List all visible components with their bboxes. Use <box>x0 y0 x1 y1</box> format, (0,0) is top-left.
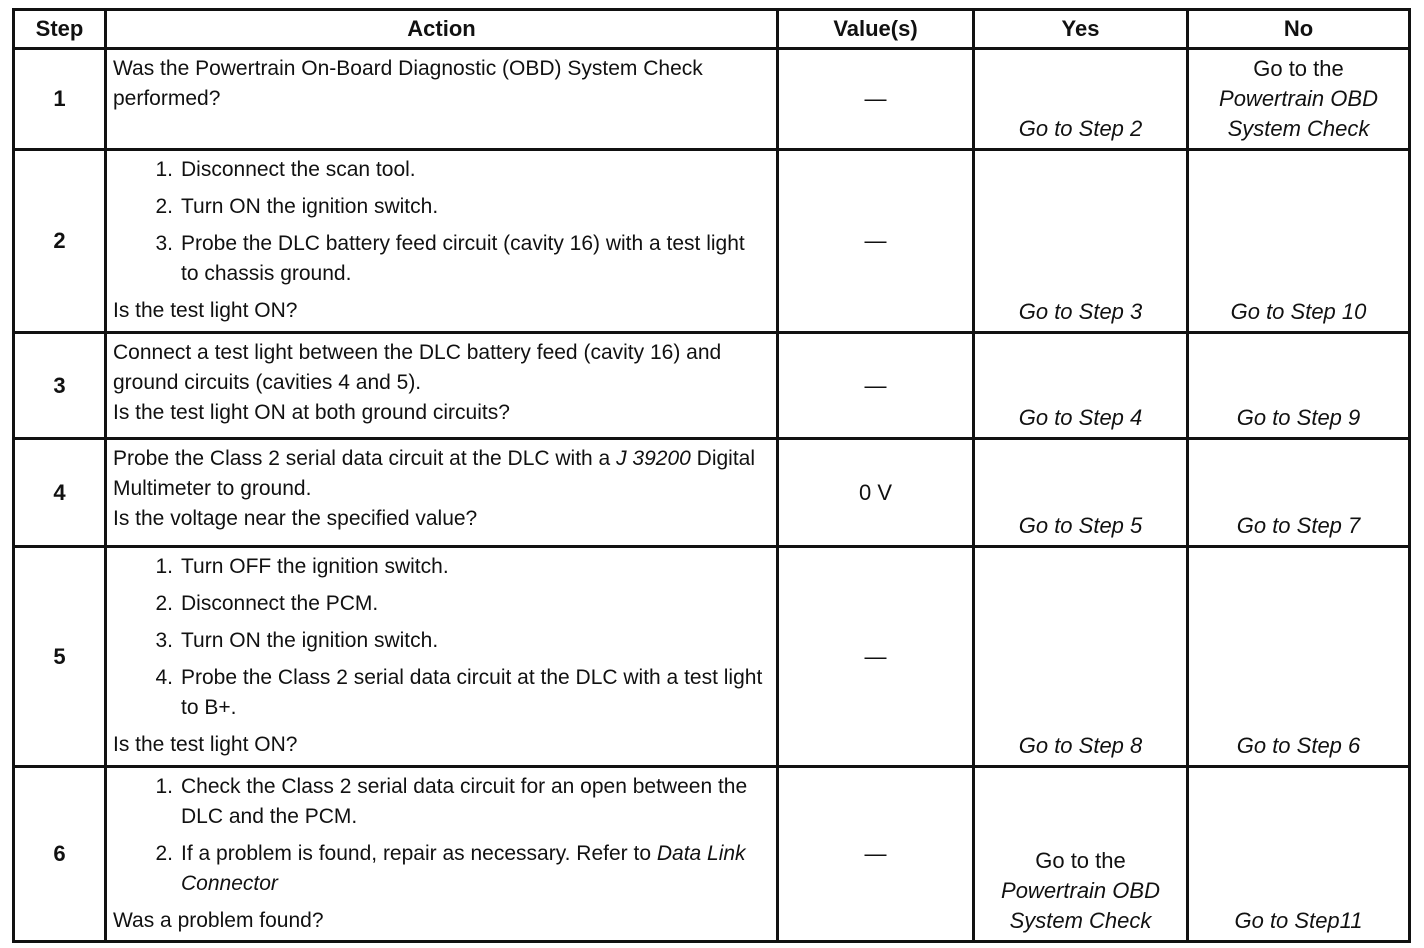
list-item: 2. If a problem is found, repair as necessary. Refer to Data Link Connector <box>155 842 746 895</box>
step-number: 2 <box>14 150 106 333</box>
action-cell <box>106 49 778 150</box>
header-row <box>14 10 1410 49</box>
yes-link[interactable]: Go to Step 3 <box>974 150 1188 333</box>
yes-link[interactable]: Go to Step 2 <box>974 49 1188 150</box>
header-step: Step <box>14 10 106 49</box>
action-cell <box>106 767 778 942</box>
action-cell <box>106 150 778 333</box>
yes-link[interactable]: Go to Step 4 <box>974 333 1188 439</box>
value-cell: — <box>778 150 974 333</box>
table-row-step-1 <box>14 49 1410 150</box>
action-text: Probe the Class 2 serial data circuit at the DLC with a J 39200 Digital Multimeter to ground. <box>113 447 756 500</box>
question-text: Is the voltage near the specified value? <box>113 507 478 530</box>
no-link[interactable]: Go to Step11 <box>1188 767 1410 942</box>
table-row-step-5 <box>14 547 1410 767</box>
list-item: 2. Turn ON the ignition switch. <box>155 195 439 218</box>
no-link-target: Powertrain OBD System Check <box>1219 86 1378 141</box>
action-list <box>113 772 766 899</box>
yes-link-target: Powertrain OBD System Check <box>1001 878 1160 933</box>
no-link-prefix: Go to the <box>1253 56 1344 81</box>
value-cell: — <box>778 333 974 439</box>
yes-link-prefix: Go to the <box>1035 848 1126 873</box>
list-item: 1. Disconnect the scan tool. <box>155 158 416 181</box>
action-cell <box>106 547 778 767</box>
question-text: Is the test light ON? <box>113 299 298 322</box>
reference-link[interactable]: Data Link Connector <box>181 842 746 895</box>
value-cell: 0 V <box>778 439 974 547</box>
action-list <box>113 552 766 723</box>
header-no: No <box>1188 10 1410 49</box>
step-number: 5 <box>14 547 106 767</box>
no-link[interactable]: Go to Step 10 <box>1188 150 1410 333</box>
no-link[interactable] <box>1188 49 1410 150</box>
list-item: 4. Probe the Class 2 serial data circuit at the DLC with a test light to B+. <box>155 666 763 719</box>
no-link[interactable]: Go to Step 7 <box>1188 439 1410 547</box>
question-text: Is the test light ON at both ground circuits? <box>113 401 510 424</box>
list-item: 1. Turn OFF the ignition switch. <box>155 555 449 578</box>
step-number: 4 <box>14 439 106 547</box>
list-item: 1. Check the Class 2 serial data circuit for an open between the DLC and the PCM. <box>155 775 748 828</box>
tool-reference: J 39200 <box>616 447 691 470</box>
step-number: 6 <box>14 767 106 942</box>
action-text: Connect a test light between the DLC battery feed (cavity 16) and ground circuits (cavities 4 and 5). <box>113 341 722 394</box>
question-text: Was a problem found? <box>113 909 324 932</box>
step-number: 1 <box>14 49 106 150</box>
action-cell <box>106 333 778 439</box>
step-number: 3 <box>14 333 106 439</box>
action-cell <box>106 439 778 547</box>
no-link[interactable]: Go to Step 6 <box>1188 547 1410 767</box>
header-action: Action <box>106 10 778 49</box>
table-row-step-4 <box>14 439 1410 547</box>
yes-link[interactable]: Go to Step 8 <box>974 547 1188 767</box>
list-item: 3. Turn ON the ignition switch. <box>155 629 439 652</box>
action-list <box>113 155 766 289</box>
yes-link[interactable]: Go to Step 5 <box>974 439 1188 547</box>
yes-link[interactable] <box>974 767 1188 942</box>
list-item: 2. Disconnect the PCM. <box>155 592 379 615</box>
header-values: Value(s) <box>778 10 974 49</box>
diagnostic-table <box>12 8 1411 943</box>
question-text: Is the test light ON? <box>113 733 298 756</box>
table-row-step-2 <box>14 150 1410 333</box>
table-row-step-6 <box>14 767 1410 942</box>
list-item: 3. Probe the DLC battery feed circuit (cavity 16) with a test light to chassis ground. <box>155 232 745 285</box>
value-cell: — <box>778 49 974 150</box>
table-row-step-3 <box>14 333 1410 439</box>
value-cell: — <box>778 767 974 942</box>
action-text: Was the Powertrain On-Board Diagnostic (OBD) System Check performed? <box>113 57 703 110</box>
header-yes: Yes <box>974 10 1188 49</box>
value-cell: — <box>778 547 974 767</box>
no-link[interactable]: Go to Step 9 <box>1188 333 1410 439</box>
